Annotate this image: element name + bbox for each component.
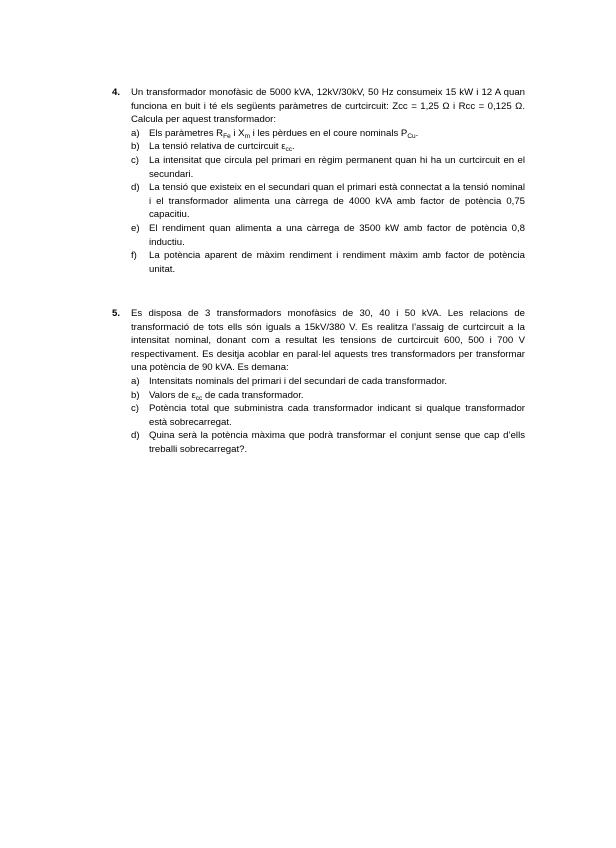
question-item [131, 181, 525, 222]
item-text: Valors de $\varepsilon_{cc}$ de cada transformador. [149, 389, 304, 402]
item-label: d) [131, 182, 140, 194]
item-text: La tensió relativa de curtcircuit $\varepsilon_{cc}$. [149, 141, 295, 154]
problem-5 [112, 307, 525, 457]
item-label: c) [131, 403, 139, 415]
item-label: e) [131, 222, 140, 234]
problem-number: 5. [112, 308, 121, 319]
problem-statement: Un transformador monofàsic de 5000 kVA, 12kV/30kV, 50 Hz consumeix 15 kW i 12 A quan funciona en buit i té els següents paràmetres de curtcircuit: Zcc = 1,25 Ω i Rcc = 0,125 Ω. Calcula per aquest transformador: [131, 87, 525, 126]
problem-statement: Es disposa de 3 transformadors monofàsics de 30, 40 i 50 kVA. Les relacions de transformació de tots ells són iguals a 15kV/380 V. Es realitza l’assaig de curtcircuit a la intensitat nominal, donant com a resultat les tensions de curtcircuit 600, 500 i 700 V respectivament. Es desitja acoblar en paral·lel aquests tres transformadors per transformar una potència de 90 kVA. Es demana: [131, 308, 525, 374]
question-item [131, 140, 525, 154]
question-item [131, 429, 525, 456]
question-list [112, 375, 525, 457]
item-label: d) [131, 430, 140, 442]
item-text: El rendiment quan alimenta a una càrrega de 3500 kW amb factor de potència 0,8 inductiu. [149, 222, 525, 248]
question-item [131, 402, 525, 429]
question-list [112, 127, 525, 277]
item-text: La potència aparent de màxim rendiment i rendiment màxim amb factor de potència unitat. [149, 250, 525, 275]
item-label: f) [131, 250, 137, 262]
question-item [131, 222, 525, 249]
item-label: c) [131, 154, 139, 166]
item-label: a) [131, 375, 140, 387]
item-text: Els paràmetres $R_{Fe}$ i $X_m$ i les pèrdues en el coure nominals $P_{Cu}$. [149, 127, 419, 140]
question-item [131, 249, 525, 276]
problem-4 [112, 86, 525, 276]
item-label: b) [131, 141, 140, 153]
item-label: a) [131, 127, 140, 139]
item-label: b) [131, 389, 140, 401]
item-text: La intensitat que circula pel primari en règim permanent quan hi ha un curtcircuit en el secundari. [149, 154, 525, 180]
question-item [131, 154, 525, 181]
problem-number: 4. [112, 87, 121, 98]
question-item [131, 389, 525, 403]
item-text: Quina serà la potència màxima que podrà transformar el conjunt sense que cap d’ells treballi sobrecarregat?. [149, 430, 525, 455]
item-text: Intensitats nominals del primari i del secundari de cada transformador. [149, 375, 448, 387]
question-item [131, 375, 525, 389]
question-item [131, 127, 525, 141]
item-text: Potència total que subministra cada transformador indicant si qualque transformador està sobrecarregat. [149, 403, 525, 428]
item-text: La tensió que existeix en el secundari quan el primari està connectat a la tensió nominal i el transformador alimenta una càrrega de 4000 kVA amb factor de potència 0,75 capacitiu. [149, 182, 525, 221]
